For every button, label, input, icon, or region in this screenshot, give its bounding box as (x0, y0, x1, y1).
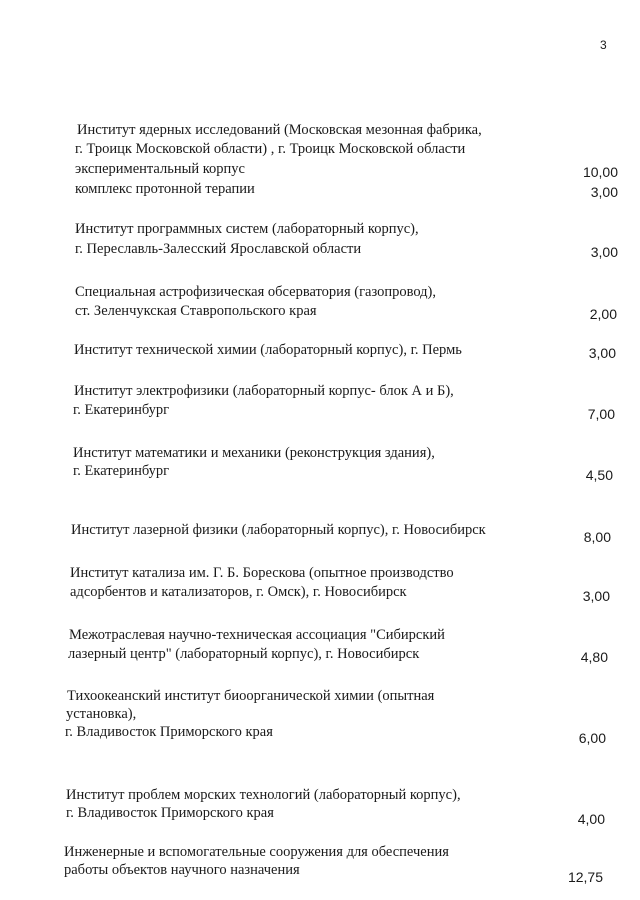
entry-text-line: Институт лазерной физики (лабораторный корпус), г. Новосибирск (71, 522, 486, 538)
page-number: 3 (600, 38, 607, 52)
entry-text-line: экспериментальный корпус (75, 161, 245, 177)
entry-value: 3,00 (588, 345, 616, 361)
entry-value: 3,00 (582, 588, 610, 604)
entry-text-line: г. Троицк Московской области) , г. Троицк Московской области (75, 141, 466, 157)
entry-text-line: Институт технической химии (лабораторный корпус), г. Пермь (74, 342, 462, 358)
entry-text-line: установка), (66, 706, 137, 722)
entry-value: 3,00 (590, 244, 618, 260)
entry-value: 4,80 (580, 649, 608, 665)
entry-text-line: Тихоокеанский институт биоорганической химии (опытная (67, 688, 435, 704)
entry-value: 3,00 (590, 184, 618, 200)
entry-value: 8,00 (583, 529, 611, 545)
entry-text-line: г. Владивосток Приморского края (65, 724, 273, 740)
entry-value: 7,00 (587, 406, 615, 422)
entry-text-line: Институт катализа им. Г. Б. Борескова (опытное производство (70, 565, 454, 581)
entry-text-line: Инженерные и вспомогательные сооружения для обеспечения (64, 844, 449, 860)
entry-text-line: Межотраслевая научно-техническая ассоциация "Сибирский (69, 627, 445, 643)
entry-value: 6,00 (578, 730, 606, 746)
entry-value: 10,00 (582, 164, 618, 180)
entry-text-line: комплекс протонной терапии (75, 181, 255, 197)
entry-text-line: Институт ядерных исследований (Московская мезонная фабрика, (77, 122, 482, 138)
entry-value: 12,75 (567, 869, 603, 885)
entry-value: 4,00 (577, 811, 605, 827)
entry-text-line: г. Переславль-Залесский Ярославской области (75, 241, 362, 257)
entry-text-line: г. Екатеринбург (73, 463, 170, 479)
entry-text-line: Институт программных систем (лабораторный корпус), (75, 221, 419, 237)
entry-text-line: г. Екатеринбург (73, 402, 170, 418)
entry-value: 2,00 (589, 306, 617, 322)
entry-text-line: Специальная астрофизическая обсерватория (газопровод), (75, 284, 437, 300)
entry-text-line: ст. Зеленчукская Ставропольского края (75, 303, 317, 319)
entry-text-line: Институт проблем морских технологий (лабораторный корпус), (66, 787, 461, 803)
entry-text-line: адсорбентов и катализаторов, г. Омск), г. Новосибирск (70, 584, 407, 600)
entry-text-line: работы объектов научного назначения (64, 862, 300, 878)
entry-text-line: г. Владивосток Приморского края (66, 805, 274, 821)
entry-text-line: Институт электрофизики (лабораторный корпус- блок А и Б), (74, 383, 454, 399)
entry-text-line: Институт математики и механики (реконструкция здания), (73, 445, 435, 461)
entry-value: 4,50 (585, 467, 613, 483)
entry-text-line: лазерный центр" (лабораторный корпус), г. Новосибирск (68, 646, 420, 662)
